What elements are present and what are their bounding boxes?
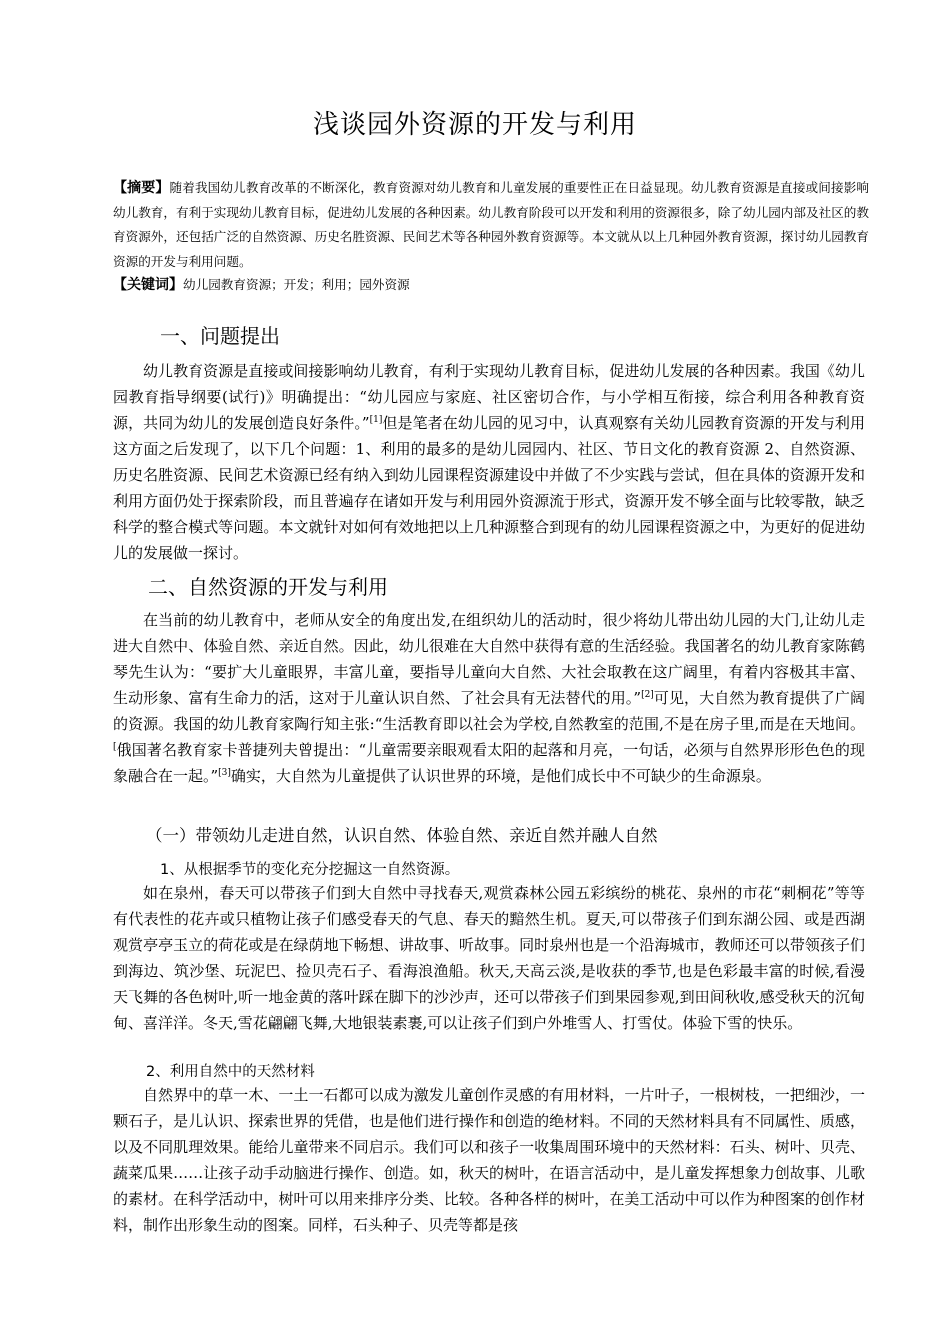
section2-heading: 二、自然资源的开发与利用 (148, 575, 388, 599)
citation-3: [3] (218, 768, 231, 778)
item2-heading: 2、利用自然中的天然材料 (146, 1064, 315, 1080)
subsection1-heading: （一）带领幼儿走进自然，认识自然、体验自然、亲近自然并融人自然 (146, 826, 658, 845)
section1-heading: 一、问题提出 (160, 324, 280, 348)
section1-text-b: 但是笔者在幼儿园的见习中，认真观察有关幼儿园教育资源的开发与利用这方面之后发现了，以下几个问题：1、利用的最多的是幼儿园园内、社区、节日文化的教育资源 2、自然资源、历史名胜资源、民间艺术资源已经有纳入到幼儿园课程资源建设中并做了不少实践与尝试，但在具体的资源开发和利用方面仍处于探索阶段，而且普遍存在诸如开发与利用园外资源流于形式，资源开发不够全面与比较零散，缺乏科学的整合模式等问题。本文就针对如何有效地把以上几种源整合到现有的幼儿园课程资源之中，为更好的促进幼儿的发展做一探讨。 (113, 414, 866, 562)
document-title: 浅谈园外资源的开发与利用 (312, 110, 637, 140)
citation-bracket: [ (113, 742, 117, 752)
abstract-text: 随着我国幼儿教育改革的不断深化，教育资源对幼儿教育和儿童发展的重要性正在日益显现。幼儿教育资源是直接或间接影响幼儿教育，有利于实现幼儿教育目标，促进幼儿发展的各种因素。幼儿教育阶段可以开发和利用的资源很多，除了幼儿园内部及社区的教育资源外，还包括广泛的自然资源、历史名胜资源、民间艺术等各种园外教育资源等。本文就从以上几种园外教育资源，探讨幼儿园教育资源的开发与利用问题。 (113, 180, 870, 269)
section1-text-a: 幼儿教育资源是直接或间接影响幼儿教育，有利于实现幼儿教育目标，促进幼儿发展的各种因素。我国《幼儿园教育指导纲要(试行)》明确提出：“幼儿园应与家庭、社区密切合作，与小学相互衔接，综合利用各种教育资源，共同为幼儿的发展创造良好条件。” (113, 362, 865, 432)
item1-paragraph: 如在泉州，春天可以带孩子们到大自然中寻找春天,观赏森林公园五彩缤纷的桃花、泉州的市花“刺桐花”等等有代表性的花卉或只植物让孩子们感受春天的气息、春天的黯然生机。夏天,可以带孩子们到东湖公园、或是西湖观赏亭亭玉立的荷花或是在绿荫地下畅想、讲故事、听故事。同时泉州也是一个沿海城市，教师还可以带领孩子们到海边、筑沙堡、玩泥巴、捡贝壳石子、看海浪渔船。秋天,天高云淡,是收获的季节,也是色彩最丰富的时候,看漫天飞舞的各色树叶,听一地金黄的落叶踩在脚下的沙沙声，还可以带孩子们到果园参观,到田间秋收,感受秋天的沉甸甸、喜洋洋。冬天,雪花翩翩飞舞,大地银装素裹,可以让孩子们到户外堆雪人、打雪仗。体验下雪的快乐。 (113, 884, 865, 1032)
abstract-block (113, 176, 869, 274)
section2-text-b: 可见，大自然为教育提供了广阔的资源。我国的幼儿教育家陶行知主张:“生活教育即以社会为学校,自然教室的范围,不是在房子里,而是在天地间。 (113, 689, 865, 733)
item2-paragraph: 自然界中的草一木、一土一石都可以成为激发儿童创作灵感的有用材料，一片叶子，一根树枝，一把细沙，一颗石子，是儿认识、探索世界的凭借，也是他们进行操作和创造的绝材料。不同的天然材料具有不同属性、质感，以及不同肌理效果。能给儿童带来不同启示。我们可以和孩子一收集周围环境中的天然材料：石头、树叶、贝壳、蔬菜瓜果……让孩子动手动脑进行操作、创造。如，秋天的树叶，在语言活动中，是儿童发挥想象力创故事、儿歌的素材。在科学活动中，树叶可以用来排序分类、比较。各种各样的树叶，在美工活动中可以作为种图案的创作材料，制作出形象生动的图案。同样，石头种子、贝壳等都是孩 (113, 1086, 865, 1234)
section2-paragraph (113, 607, 865, 789)
keywords-block (113, 273, 869, 297)
section1-paragraph (113, 358, 865, 566)
abstract-label: 【摘要】 (113, 180, 170, 196)
item1-heading: 1、从根据季节的变化充分挖掘这一自然资源。 (160, 862, 460, 878)
citation-1: [1] (369, 415, 383, 425)
section2-text-c: 俄国著名教育家卡普捷列夫曾提出：“儿童需要亲眼观看太阳的起落和月亮，一句话，必须与自然界形形色色的现象融合在一起。” (113, 741, 865, 785)
section2-text-d: 确实，大自然为儿童提供了认识世界的环境，是他们成长中不可缺少的生命源泉。 (230, 767, 771, 785)
keywords-label: 【关键词】 (113, 277, 183, 293)
section2-text-a: 在当前的幼儿教育中，老师从安全的角度出发,在组织幼儿的活动时，很少将幼儿带出幼儿园的大门,让幼儿走进大自然中、体验自然、亲近自然。因此，幼儿很难在大自然中获得有意的生活经验。我国著名的幼儿教育家陈鹤琴先生认为：“要扩大儿童眼界，丰富儿童，要指导儿童向大自然、大社会取教在这广阔里，有着内容极其丰富、生动形象、富有生命力的活，这对于儿童认识自然、了社会具有无法替代的用。” (113, 611, 865, 707)
citation-2: [2] (641, 690, 654, 700)
keywords-text: 幼儿园教育资源；开发；利用；园外资源 (183, 277, 410, 292)
